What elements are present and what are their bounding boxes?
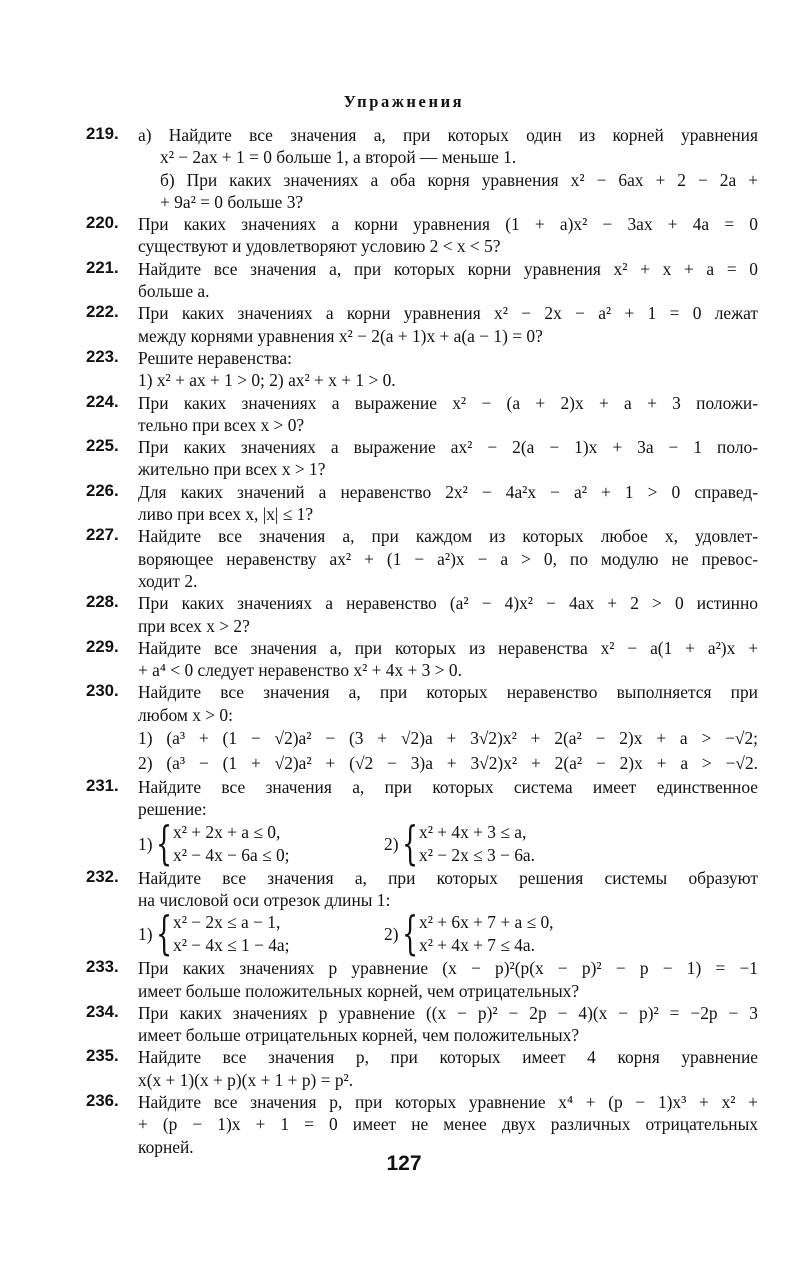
- exercise-number: 223.: [86, 346, 119, 366]
- exercise-number: 221.: [86, 257, 119, 277]
- exercise-text-line: При каких значениях a корни уравнения (1 + a)x² − 3ax + 4a = 0: [138, 214, 758, 235]
- exercise-list: [86, 124, 758, 1158]
- system-label: 2): [384, 924, 399, 945]
- exercise-text-line: имеет больше положительных корней, чем отрицательных?: [138, 980, 580, 1001]
- exercise-number: 232.: [86, 866, 119, 886]
- exercise-text-line: + (p − 1)x + 1 = 0 имеет не менее двух различных отрицательных: [138, 1114, 758, 1135]
- exercise-text-line: на числовой оси отрезок длины 1:: [138, 889, 391, 910]
- exercise-233: [86, 957, 758, 1002]
- system-label: 2): [384, 833, 399, 854]
- exercise-text-line: существуют и удовлетворяют условию 2 < x < 5?: [138, 236, 501, 257]
- exercise-text-line: Найдите все значения p, при которых уравнение x⁴ + (p − 1)x³ + x² +: [138, 1091, 758, 1112]
- exercise-219: [86, 124, 758, 213]
- exercise-234: [86, 1002, 758, 1047]
- exercise-number: 233.: [86, 957, 119, 977]
- exercise-226: [86, 481, 758, 526]
- exercise-number: 230.: [86, 681, 119, 701]
- exercise-221: [86, 258, 758, 303]
- exercise-text-line: + 9a² = 0 больше 3?: [160, 191, 304, 212]
- system-inequality: x² − 2x ≤ 3 − 6a.: [419, 844, 536, 865]
- exercise-text-line: При каких значениях p уравнение ((x − p)² − 2p − 4)(x − p)² = −2p − 3: [138, 1002, 758, 1023]
- exercise-text-line: При каких значениях a выражение ax² − 2(a − 1)x + 3a − 1 поло-: [138, 437, 758, 458]
- exercise-number: 224.: [86, 391, 119, 411]
- exercise-text-line: При каких значениях a выражение x² − (a + 2)x + a + 3 положи-: [138, 392, 758, 413]
- system-inequality: x² + 4x + 7 ≤ 4a.: [419, 935, 536, 956]
- system-label: 1): [138, 833, 153, 854]
- exercise-text-line: между корнями уравнения x² − 2(a + 1)x + a(a − 1) = 0?: [138, 325, 543, 346]
- curly-brace-icon: {: [156, 815, 173, 870]
- exercise-229: [86, 637, 758, 682]
- exercise-228: [86, 592, 758, 637]
- exercise-text-line: решение:: [138, 799, 207, 820]
- exercise-235: [86, 1046, 758, 1091]
- exercise-text-line: жительно при всех x > 1?: [138, 459, 326, 480]
- exercise-number: 226.: [86, 480, 119, 500]
- exercise-text-line: Для каких значений a неравенство 2x² − 4a²x − a² + 1 > 0 справед-: [138, 481, 758, 502]
- system-inequality: x² − 4x − 6a ≤ 0;: [173, 844, 290, 865]
- section-title: Упражнения: [343, 92, 465, 111]
- exercise-text-line: любом x > 0:: [138, 704, 233, 725]
- exercise-text-line: Найдите все значения a, при которых неравенство выполняется при: [138, 682, 758, 703]
- exercise-text-line: Найдите все значения a, при которых система имеет единственное: [138, 777, 758, 798]
- exercise-231: [86, 776, 758, 870]
- system-inequality: x² + 2x + a ≤ 0,: [173, 821, 281, 842]
- exercise-text-line: Найдите все значения a, при которых корни уравнения x² + x + a = 0: [138, 258, 758, 279]
- exercise-220: [86, 213, 758, 258]
- page-number: 127: [386, 1152, 422, 1175]
- exercise-text-line: имеет больше отрицательных корней, чем положительных?: [138, 1025, 580, 1046]
- system-inequality: x² + 6x + 7 + a ≤ 0,: [419, 912, 554, 933]
- exercise-number: 225.: [86, 436, 119, 456]
- exercise-232: [86, 866, 758, 961]
- exercise-number: 220.: [86, 213, 119, 233]
- exercise-number: 231.: [86, 776, 119, 796]
- exercise-text-line: При каких значениях p уравнение (x − p)²(p(x − p)² − p − 1) = −1: [138, 958, 758, 979]
- exercise-text-line: Решите неравенства:: [138, 347, 292, 368]
- exercise-225: [86, 436, 758, 481]
- exercise-text-line: корней.: [138, 1136, 194, 1157]
- exercise-number: 236.: [86, 1090, 119, 1110]
- exercise-text-line: при всех x > 2?: [138, 615, 250, 636]
- exercise-text-line: x² − 2ax + 1 = 0 больше 1, а второй — меньше 1.: [160, 147, 517, 168]
- exercise-text-line: тельно при всех x > 0?: [138, 414, 305, 435]
- exercise-number: 222.: [86, 302, 119, 322]
- exercise-230: [86, 681, 758, 776]
- curly-brace-icon: {: [156, 906, 173, 961]
- exercise-text-line: больше a.: [138, 281, 210, 302]
- inequality-item: 1) (a³ + (1 − √2)a² − (3 + √2)a + 3√2)x² + 2(a² − 2)x + a > −√2;: [138, 728, 758, 749]
- exercise-text-line: воряющее неравенству ax² + (1 − a²)x − a > 0, по модулю не превос-: [138, 548, 758, 569]
- system-row: [138, 815, 758, 870]
- system-inequality: x² − 2x ≤ a − 1,: [173, 912, 281, 933]
- exercise-222: [86, 302, 758, 347]
- exercise-text-line: ливо при всех x, |x| ≤ 1?: [138, 504, 314, 525]
- system-inequality: x² + 4x + 3 ≤ a,: [419, 821, 527, 842]
- exercise-text-line: При каких значениях a неравенство (a² − 4)x² − 4ax + 2 > 0 истинно: [138, 593, 758, 614]
- exercise-text-line: Найдите все значения p, при которых имеет 4 корня уравнение: [138, 1047, 758, 1068]
- exercise-number: 227.: [86, 525, 119, 545]
- exercise-236: [86, 1091, 758, 1158]
- curly-brace-icon: {: [402, 815, 419, 870]
- exercise-text-line: б) При каких значениях a оба корня уравнения x² − 6ax + 2 − 2a +: [160, 169, 758, 190]
- exercise-text-line: При каких значениях a корни уравнения x² − 2x − a² + 1 = 0 лежат: [138, 303, 758, 324]
- exercise-227: [86, 525, 758, 592]
- system-label: 1): [138, 924, 153, 945]
- inequality-item: 2) (a³ − (1 + √2)a² + (√2 − 3)a + 3√2)x² + 2(a² − 2)x + a > −√2.: [138, 753, 758, 774]
- system-inequality: x² − 4x ≤ 1 − 4a;: [173, 935, 290, 956]
- exercise-text-line: а) Найдите все значения a, при которых один из корней уравнения: [138, 125, 758, 145]
- exercise-text-line: + a⁴ < 0 следует неравенство x² + 4x + 3 > 0.: [138, 660, 462, 681]
- exercise-224: [86, 392, 758, 437]
- exercise-text-line: Найдите все значения a, при каждом из которых любое x, удовлет-: [138, 526, 758, 547]
- exercise-text-line: ходит 2.: [138, 570, 198, 591]
- exercise-number: 235.: [86, 1046, 119, 1066]
- exercise-text-line: Найдите все значения a, при которых решения системы образуют: [138, 867, 758, 888]
- exercise-number: 228.: [86, 592, 119, 612]
- exercise-number: 229.: [86, 636, 119, 656]
- exercise-text-line: 1) x² + ax + 1 > 0; 2) ax² + x + 1 > 0.: [138, 370, 396, 391]
- curly-brace-icon: {: [402, 906, 419, 961]
- system-row: [138, 906, 758, 961]
- exercise-text-line: Найдите все значения a, при которых из неравенства x² − a(1 + a²)x +: [138, 637, 758, 658]
- exercise-223: [86, 347, 758, 392]
- exercise-number: 219.: [86, 124, 119, 143]
- exercise-text-line: x(x + 1)(x + p)(x + 1 + p) = p².: [138, 1069, 354, 1090]
- exercise-number: 234.: [86, 1001, 119, 1021]
